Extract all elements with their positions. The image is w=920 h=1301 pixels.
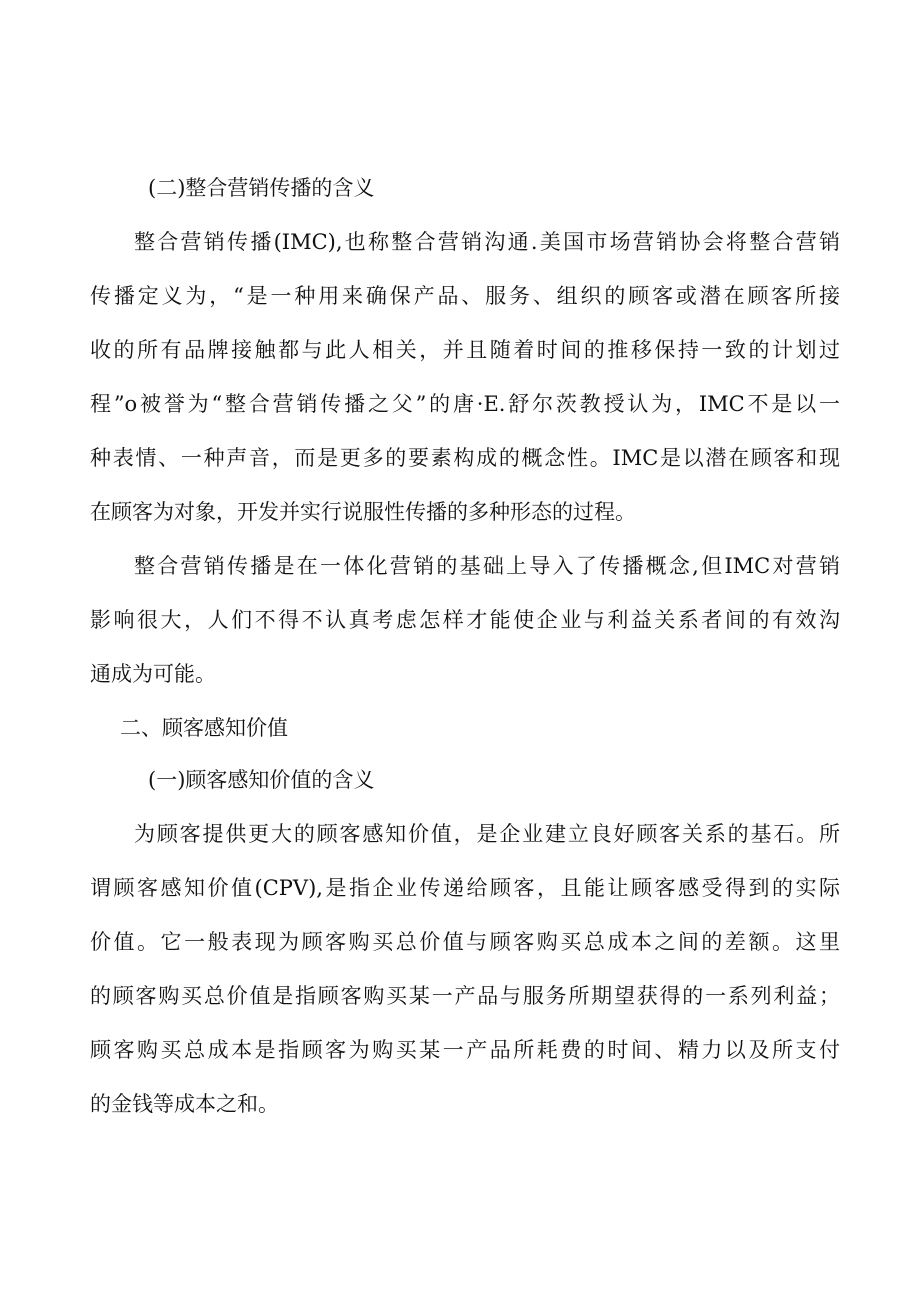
paragraph-line: 种表情、一种声音，而是更多的要素构成的概念性。IMC是以潜在顾客和现 bbox=[90, 446, 840, 470]
paragraph-line: 整合营销传播(IMC),也称整合营销沟通.美国市场营销协会将整合营销 bbox=[134, 230, 840, 254]
paragraph-line: 通成为可能。 bbox=[90, 662, 216, 686]
paragraph-line: 整合营销传播是在一体化营销的基础上导入了传播概念,但IMC对营销 bbox=[134, 554, 840, 578]
paragraph-line: 顾客购买总成本是指顾客为购买某一产品所耗费的时间、精力以及所支付 bbox=[90, 1038, 840, 1062]
paragraph-line: 在顾客为对象，开发并实行说服性传播的多种形态的过程。 bbox=[90, 500, 636, 524]
subsection-heading-customer-value-meaning: (一)顾客感知价值的含义 bbox=[148, 768, 375, 792]
paragraph-line: 影响很大，人们不得不认真考虑怎样才能使企业与利益关系者间的有效沟 bbox=[90, 608, 840, 632]
paragraph-line: 程”o被誉为“整合营销传播之父”的唐·E.舒尔茨教授认为，IMC不是以一 bbox=[90, 392, 840, 416]
paragraph-line: 传播定义为，“是一种用来确保产品、服务、组织的顾客或潜在顾客所接 bbox=[90, 284, 840, 308]
paragraph-line: 价值。它一般表现为顾客购买总价值与顾客购买总成本之间的差额。这里 bbox=[90, 930, 840, 954]
paragraph-line: 为顾客提供更大的顾客感知价值，是企业建立良好顾客关系的基石。所 bbox=[134, 822, 840, 846]
paragraph-line: 谓顾客感知价值(CPV),是指企业传递给顾客，且能让顾客感受得到的实际 bbox=[90, 876, 840, 900]
paragraph-line: 收的所有品牌接触都与此人相关，并且随着时间的推移保持一致的计划过 bbox=[90, 338, 840, 362]
paragraph-line: 的金钱等成本之和。 bbox=[90, 1092, 279, 1116]
section-heading-integrated-marketing: (二)整合营销传播的含义 bbox=[148, 176, 375, 200]
paragraph-line: 的顾客购买总价值是指顾客购买某一产品与服务所期望获得的一系列利益； bbox=[90, 984, 840, 1008]
section-heading-customer-value: 二、顾客感知价值 bbox=[120, 716, 288, 740]
